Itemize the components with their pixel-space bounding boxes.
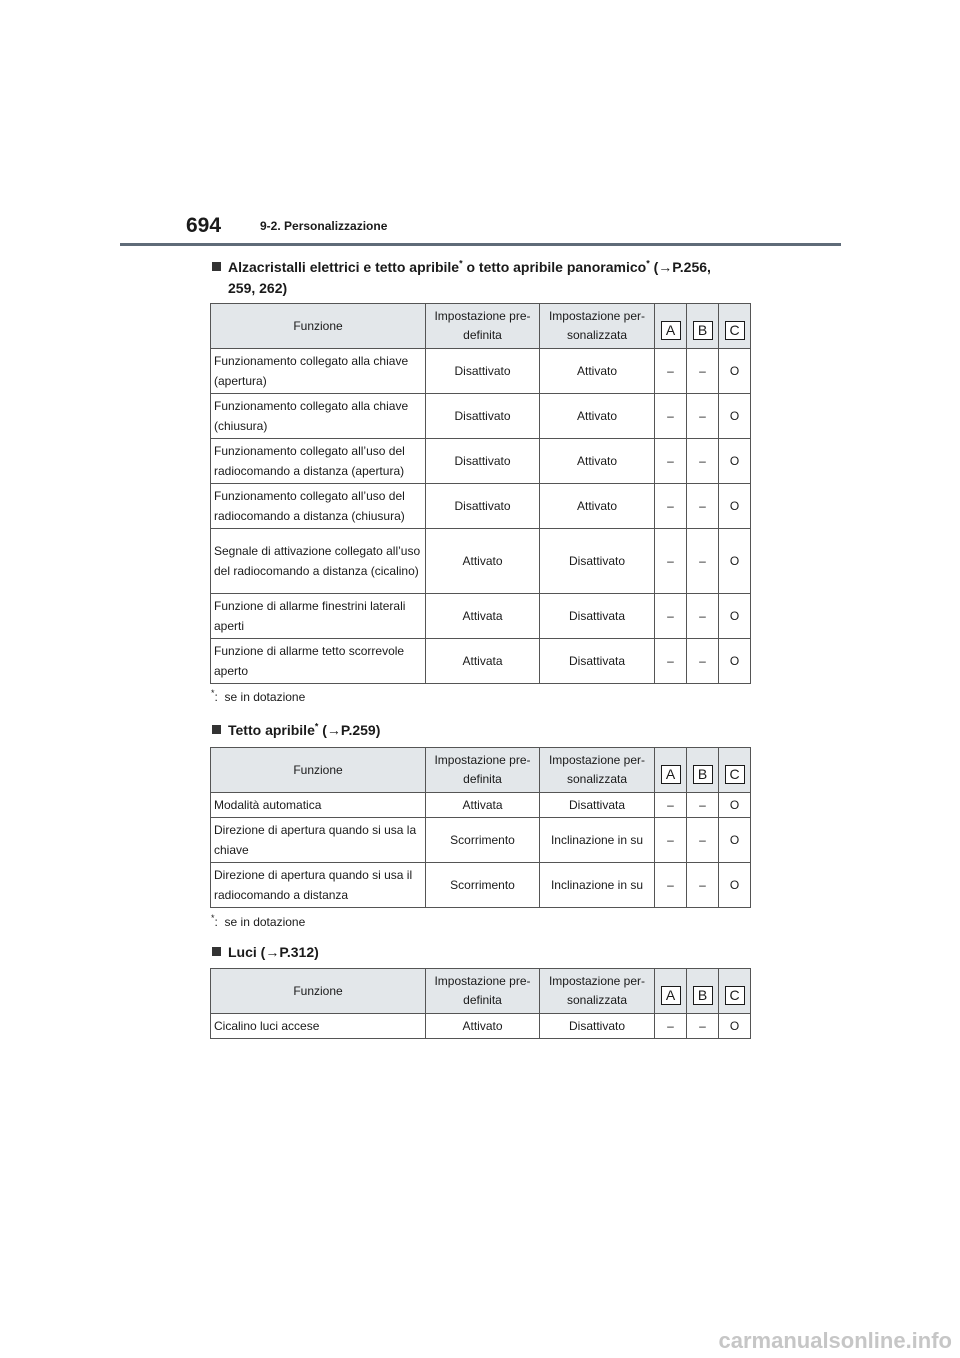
table-row: Segnale di attivazione collegato all’uso del radiocomando a distanza (cicalino) Attivato Disattivato – – O [211,529,751,594]
header-a [655,969,687,1014]
header-default: Impostazione pre-definita [426,748,540,793]
header-b [687,748,719,793]
header-default: Impostazione pre-definita [426,969,540,1014]
table-row: Funzionamento collegato alla chiave (apertura) Disattivato Attivato – – O [211,349,751,394]
table-sunroof [210,747,751,908]
table-row: Funzionamento collegato all’uso del radiocomando a distanza (apertura) Disattivato Attivato – – O [211,439,751,484]
table-row: Funzione di allarme tetto scorrevole aperto Attivata Disattivata – – O [211,639,751,684]
header-a [655,304,687,349]
box-b-icon: B [693,321,713,340]
footnote: *: se in dotazione [211,688,306,704]
box-b-icon: B [693,765,713,784]
box-a-icon: A [661,321,681,340]
header-default: Impostazione pre-definita [426,304,540,349]
table-row: Direzione di apertura quando si usa il radiocomando a distanza Scorrimento Inclinazione in su – – O [211,863,751,908]
table-row: Funzionamento collegato all’uso del radiocomando a distanza (chiusura) Disattivato Attivato – – O [211,484,751,529]
heading-lights: Luci (→P.312) [212,942,752,963]
watermark: carmanualsonline.info [718,1328,952,1353]
header-rule [120,243,841,246]
square-bullet-icon [212,725,221,734]
table-row: Funzionamento collegato alla chiave (chiusura) Disattivato Attivato – – O [211,394,751,439]
table-row: Modalità automatica Attivata Disattivata – – O [211,793,751,818]
header-b [687,969,719,1014]
square-bullet-icon [212,947,221,956]
table-row: Direzione di apertura quando si usa la chiave Scorrimento Inclinazione in su – – O [211,818,751,863]
header-a [655,748,687,793]
box-c-icon: C [725,765,745,784]
heading-sunroof: Tetto apribile* (→P.259) [212,720,752,741]
header-custom: Impostazione per-sonalizzata [540,748,655,793]
footnote: *: se in dotazione [211,913,306,929]
header-custom: Impostazione per-sonalizzata [540,969,655,1014]
heading-power-windows: Alzacristalli elettrici e tetto apribile* o tetto apribile panoramico* (→P.256, 259, 262) [212,257,752,299]
table-row: Funzione di allarme finestrini laterali aperti Attivata Disattivata – – O [211,594,751,639]
table-row: Cicalino luci accese Attivato Disattivato – – O [211,1014,751,1039]
header-function: Funzione [211,748,426,793]
header-c [719,748,751,793]
header-c [719,969,751,1014]
header-function: Funzione [211,969,426,1014]
box-c-icon: C [725,986,745,1005]
box-a-icon: A [661,986,681,1005]
table-power-windows [210,303,751,684]
box-a-icon: A [661,765,681,784]
header-function: Funzione [211,304,426,349]
box-c-icon: C [725,321,745,340]
box-b-icon: B [693,986,713,1005]
header-c [719,304,751,349]
table-header-row [211,304,751,349]
square-bullet-icon [212,262,221,271]
header-custom: Impostazione per-sonalizzata [540,304,655,349]
table-lights [210,968,751,1039]
page-number: 694 [186,214,222,237]
header-b [687,304,719,349]
section-title: 9-2. Personalizzazione [260,219,388,233]
table-header-row [211,748,751,793]
table-header-row [211,969,751,1014]
